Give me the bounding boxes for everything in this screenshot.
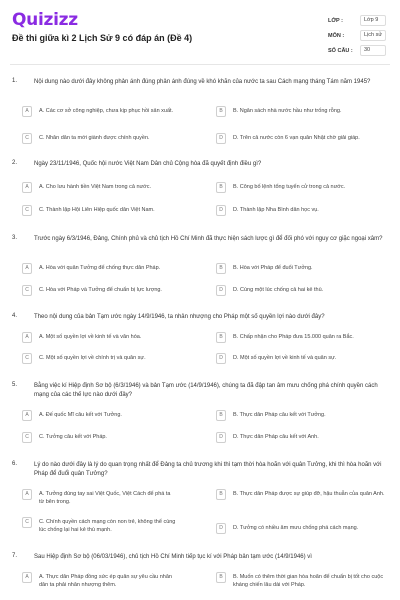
question-text: Bằng việc kí Hiệp định Sơ bộ (6/3/1946) và bản Tạm ước (14/9/1946), chúng ta đã đập tan âm mưu chống phá chính quyền cách mạng của các thế lực nào dưới đây? — [34, 383, 378, 398]
option-a[interactable] — [22, 106, 177, 117]
option-text: B. Ngân sách nhà nước hầu như trống rỗng. — [233, 108, 342, 114]
question-text: Sau Hiệp định Sơ bộ (06/03/1946), chủ tịch Hồ Chí Minh tiếp tục kí với Pháp bản tạm ước (14/9/1946) vì — [34, 554, 312, 560]
question-number: 6. — [12, 461, 18, 467]
option-badge: B — [216, 182, 226, 193]
option-c[interactable] — [22, 353, 177, 364]
option-text: C. Nhân dân ta mới giành được chính quyền. — [39, 135, 150, 141]
option-text: C. Chính quyền cách mạng còn non trẻ, không thể cùng lúc chống lại hai kẻ thù mạnh. — [39, 519, 176, 533]
option-d[interactable] — [216, 353, 393, 364]
option-badge: A — [22, 489, 32, 500]
option-text: B. Muốn có thêm thời gian hòa hoãn để chuẩn bị tốt cho cuộc kháng chiến lâu dài với Pháp. — [233, 574, 384, 588]
option-b[interactable] — [216, 182, 393, 193]
option-text: D. Cùng một lúc chống cả hai kẻ thù. — [233, 287, 324, 293]
question-number: 7. — [12, 553, 18, 559]
question-number: 2. — [12, 160, 18, 166]
option-text: C. Một số quyền lợi về chính trị và quân sự. — [39, 355, 146, 361]
question-number: 4. — [12, 313, 18, 319]
option-text: B. Hòa với Pháp để đuổi Tưởng. — [233, 265, 313, 271]
option-badge: D — [216, 133, 226, 144]
option-badge: B — [216, 572, 226, 583]
option-c[interactable] — [22, 432, 177, 443]
option-b[interactable] — [216, 572, 393, 589]
question-text: Trước ngày 6/3/1946, Đảng, Chính phủ và chủ tịch Hồ Chí Minh đã thực hiện sách lược gì để đối phó với nguy cơ giặc ngoại xâm? — [34, 236, 383, 242]
option-text: A. Hòa với quân Tưởng để chống thực dân Pháp. — [39, 265, 161, 271]
page-title: Đề thi giữa kì 2 Lịch Sử 9 có đáp án (Đề 4) — [12, 33, 193, 43]
meta-label: MÔN : — [328, 33, 345, 39]
option-badge: B — [216, 106, 226, 117]
option-badge: D — [216, 285, 226, 296]
question-text: Nội dung nào dưới đây không phản ánh đúng phản ánh đúng về khó khăn của nước ta sau Cách mạng tháng Tám năm 1945? — [34, 79, 371, 85]
option-badge: D — [216, 432, 226, 443]
option-text: D. Thực dân Pháp câu kết với Anh. — [233, 434, 319, 440]
option-c[interactable] — [22, 285, 177, 296]
option-text: C. Thành lập Hội Liên Hiệp quốc dân Việt Nam. — [39, 207, 155, 213]
option-c[interactable] — [22, 517, 177, 534]
option-badge: A — [22, 410, 32, 421]
option-text: C. Hòa với Pháp và Tưởng để chuẩn bị lực lượng. — [39, 287, 162, 293]
option-badge: B — [216, 332, 226, 343]
option-b[interactable] — [216, 106, 393, 117]
option-d[interactable] — [216, 133, 393, 144]
option-a[interactable] — [22, 410, 177, 421]
meta-value: Lớp 9 — [360, 15, 386, 26]
option-badge: C — [22, 517, 32, 528]
option-badge: A — [22, 572, 32, 583]
quizizz-logo[interactable]: Quizizz — [12, 10, 78, 30]
option-c[interactable] — [22, 133, 177, 144]
option-badge: B — [216, 263, 226, 274]
option-d[interactable] — [216, 285, 393, 296]
option-text: A. Cho lưu hành tiền Việt Nam trong cả nước. — [39, 184, 152, 190]
question-number: 1. — [12, 78, 18, 84]
option-text: D. Một số quyền lợi về kinh tế và quân sự. — [233, 355, 337, 361]
option-text: D. Trên cả nước còn 6 vạn quân Nhật chờ giải giáp. — [233, 135, 360, 141]
option-text: B. Thực dân Pháp câu kết với Tưởng. — [233, 412, 326, 418]
option-text: A. Tưởng đúng tay sai Việt Quốc, Việt Cách để phá ta từ bên trong. — [39, 491, 171, 505]
option-d[interactable] — [216, 205, 393, 216]
option-a[interactable] — [22, 332, 177, 343]
option-text: D. Thành lập Nha Bình dân học vụ. — [233, 207, 319, 213]
option-text: A. Thực dân Pháp đồng sức ép quân sự yêu cầu nhân dân ta phải nhân nhượng thêm. — [39, 574, 172, 588]
option-badge: C — [22, 285, 32, 296]
header-divider — [10, 64, 390, 65]
option-badge: A — [22, 182, 32, 193]
option-b[interactable] — [216, 263, 393, 274]
option-b[interactable] — [216, 332, 393, 343]
meta-value: 30 — [360, 45, 386, 56]
option-badge: D — [216, 523, 226, 534]
option-a[interactable] — [22, 182, 177, 193]
option-text: A. Một số quyền lợi về kinh tế và văn hóa. — [39, 334, 142, 340]
option-a[interactable] — [22, 572, 177, 589]
option-badge: C — [22, 353, 32, 364]
option-badge: D — [216, 353, 226, 364]
option-a[interactable] — [22, 489, 177, 506]
meta-label: SỐ CÂU : — [328, 48, 353, 54]
question-text: Lý do nào dưới đây là lý do quan trọng nhất để Đảng ta chủ trương khi thì tạm thời hòa hoãn với quân Tưởng, khi thì hòa hoãn với Pháp để đuổi quân Tưởng? — [34, 462, 382, 477]
option-badge: A — [22, 106, 32, 117]
option-c[interactable] — [22, 205, 177, 216]
option-a[interactable] — [22, 263, 177, 274]
option-badge: A — [22, 332, 32, 343]
option-d[interactable] — [216, 432, 393, 443]
option-text: D. Tưởng có nhiều âm mưu chống phá cách mạng. — [233, 525, 359, 531]
option-text: A. Đế quốc Mĩ câu kết với Tưởng. — [39, 412, 122, 418]
option-b[interactable] — [216, 410, 393, 421]
option-badge: C — [22, 205, 32, 216]
option-text: B. Công bố lệnh tổng tuyển cử trong cả nước. — [233, 184, 346, 190]
header — [0, 0, 400, 62]
question-number: 3. — [12, 235, 18, 241]
option-text: A. Các cơ sở công nghiệp, chưa kịp phục hồi sản xuất. — [39, 108, 174, 114]
meta-value: Lịch sử — [360, 30, 386, 41]
question-text: Theo nội dung của bản Tạm ước ngày 14/9/1946, ta nhân nhượng cho Pháp một số quyền lợi nào dưới đây? — [34, 314, 325, 320]
option-badge: B — [216, 489, 226, 500]
option-badge: B — [216, 410, 226, 421]
option-badge: C — [22, 432, 32, 443]
option-text: B. Thực dân Pháp được sự giúp đỡ, hậu thuẫn của quân Anh. — [233, 491, 385, 497]
option-d[interactable] — [216, 523, 393, 534]
option-b[interactable] — [216, 489, 393, 500]
option-text: B. Chấp nhận cho Pháp đưa 15.000 quân ra Bắc. — [233, 334, 354, 340]
option-badge: D — [216, 205, 226, 216]
option-badge: A — [22, 263, 32, 274]
option-text: C. Tưởng câu kết với Pháp. — [39, 434, 107, 440]
meta-label: LỚP : — [328, 18, 343, 24]
option-badge: C — [22, 133, 32, 144]
question-number: 5. — [12, 382, 18, 388]
question-text: Ngày 23/11/1946, Quốc hội nước Việt Nam Dân chủ Cộng hòa đã quyết định điều gì? — [34, 161, 262, 167]
